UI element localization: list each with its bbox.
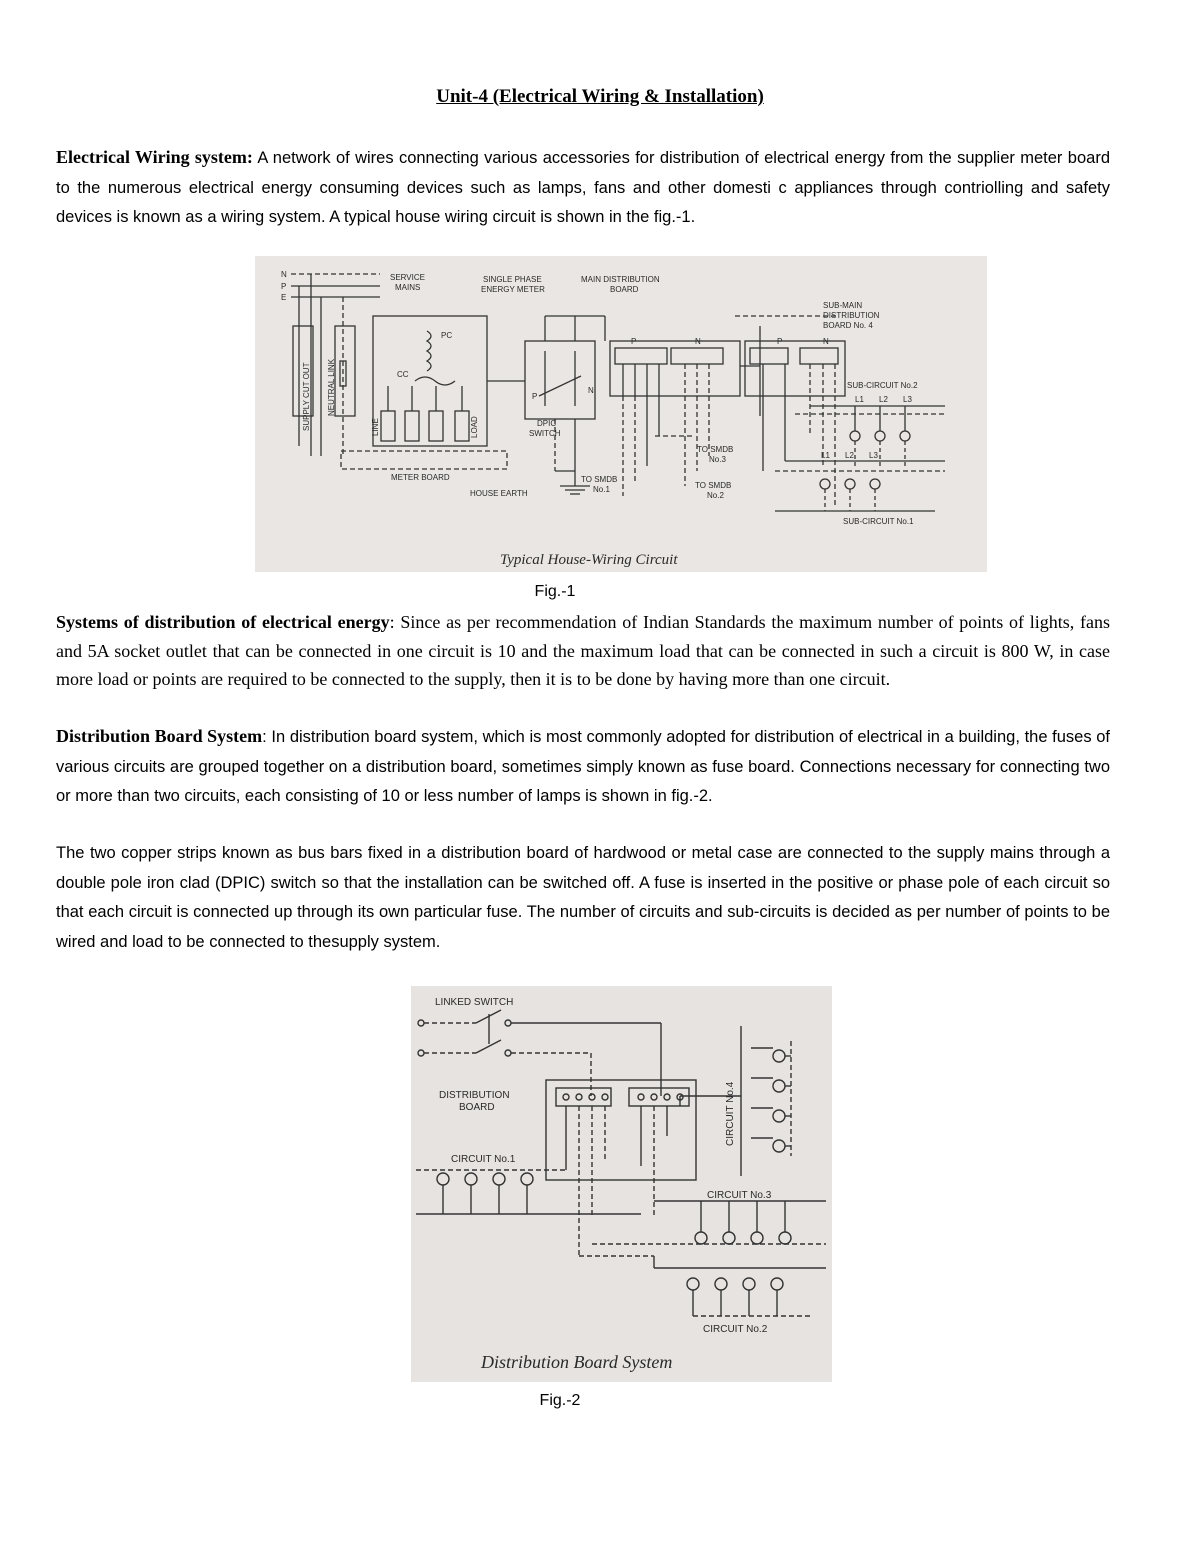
label-meter-board: METER BOARD bbox=[391, 473, 450, 482]
label-energy-meter-2: ENERGY METER bbox=[481, 285, 545, 294]
label-switch-p: P bbox=[532, 392, 538, 401]
label-service-mains-1: SERVICE bbox=[390, 273, 425, 282]
label-l3-a: L3 bbox=[903, 395, 912, 404]
label-l1-a: L1 bbox=[855, 395, 864, 404]
label-l3-b: L3 bbox=[869, 451, 878, 460]
label-service-mains-2: MAINS bbox=[395, 283, 421, 292]
label-to-smdb2-1: TO SMDB bbox=[695, 481, 732, 490]
label-supply-cut-out: SUPPLY CUT OUT bbox=[302, 362, 311, 431]
heading-distribution-board: Distribution Board System bbox=[56, 726, 263, 746]
label-circuit-1: CIRCUIT No.1 bbox=[451, 1154, 516, 1165]
label-circuit-4: CIRCUIT No.4 bbox=[725, 1081, 736, 1146]
figure-house-wiring-circuit bbox=[255, 256, 987, 572]
distribution-board-diagram bbox=[411, 986, 832, 1382]
caption-fig-1: Fig.-1 bbox=[534, 583, 576, 600]
label-to-smdb1-2: No.1 bbox=[593, 485, 610, 494]
label-sub-circuit-2: SUB-CIRCUIT No.2 bbox=[847, 381, 918, 390]
label-l1-b: L1 bbox=[821, 451, 830, 460]
label-dpic-2: SWITCH bbox=[529, 429, 561, 438]
label-linked-switch: LINKED SWITCH bbox=[435, 997, 514, 1008]
label-n: N bbox=[281, 270, 287, 279]
label-l2-b: L2 bbox=[845, 451, 854, 460]
page-title: Unit-4 (Electrical Wiring & Installation) bbox=[436, 86, 764, 107]
label-to-smdb1-1: TO SMDB bbox=[581, 475, 618, 484]
text-bus-bars: The two copper strips known as bus bars fixed in a distribution board of hardwood or metal case are connected to the supply mains through a double pole iron clad (DPIC) switch so that the installation can be switched off. A fuse is inserted in the positive or phase pole of each circuit so that each circuit is connected up through its own particular fuse. The number of circuits and sub-circuits is decided as per number of points to be wired and load to be connected to thesupply system. bbox=[56, 844, 1110, 951]
paragraph-wiring-system bbox=[56, 143, 1110, 232]
paragraph-distribution-systems bbox=[56, 608, 1110, 694]
label-circuit-2: CIRCUIT No.2 bbox=[703, 1324, 768, 1335]
label-energy-meter-1: SINGLE PHASE bbox=[483, 275, 542, 284]
label-switch-n: N bbox=[588, 386, 594, 395]
paragraph-bus-bars bbox=[56, 838, 1110, 956]
label-smdb-1: SUB-MAIN bbox=[823, 301, 863, 310]
label-e: E bbox=[281, 293, 287, 302]
label-smdb-3: BOARD No. 4 bbox=[823, 321, 873, 330]
label-l2-a: L2 bbox=[879, 395, 888, 404]
label-sub-bus-n: N bbox=[823, 337, 829, 346]
label-bus-p: P bbox=[631, 337, 637, 346]
heading-distribution-systems: Systems of distribution of electrical energy bbox=[56, 612, 390, 632]
label-smdb-2: DISTRIBUTION bbox=[823, 311, 880, 320]
label-cc: CC bbox=[397, 370, 409, 379]
label-line: LINE bbox=[371, 418, 380, 436]
label-main-db-2: BOARD bbox=[610, 285, 639, 294]
fig1-image-title: Typical House-Wiring Circuit bbox=[500, 552, 678, 568]
label-pc: PC bbox=[441, 331, 453, 340]
label-neutral-link: NEUTRAL LINK bbox=[327, 358, 336, 416]
text-wiring-system: A network of wires connecting various accessories for distribution of electrical energy from the supplier meter board to the numerous electrical energy consuming devices such as lamps, fans and other domesti c appliances through contriolling and safety devices is known as a wiring system. A typical house wiring circuit is shown in the fig.-1. bbox=[56, 149, 1110, 226]
text-distribution-systems: : Since as per recommendation of Indian Standards the maximum number of points of lights, fans and 5A socket outlet that can be connected in one circuit is 10 and the maximum load that can be connected in such a circuit is 800 W, in case more load or points are required to be connected to the supply, then it is to be done by having more than one circuit. bbox=[56, 612, 1111, 689]
text-distribution-board: : In distribution board system, which is most commonly adopted for distribution of electrical in a building, the fuses of various circuits are grouped together on a distribution board, sometimes simply known as fuse board. Connections necessary for connecting two or more than two circuits, each consisting of 10 or less number of lamps is shown in fig.-2. bbox=[56, 728, 1111, 805]
figure-distribution-board-system bbox=[411, 986, 832, 1382]
caption-fig-2: Fig.-2 bbox=[539, 1392, 581, 1409]
label-house-earth: HOUSE EARTH bbox=[470, 489, 528, 498]
house-wiring-diagram bbox=[255, 256, 987, 572]
label-sub-circuit-1: SUB-CIRCUIT No.1 bbox=[843, 517, 914, 526]
label-to-smdb2-2: No.2 bbox=[707, 491, 724, 500]
label-distribution-board-2: BOARD bbox=[459, 1102, 495, 1113]
heading-wiring-system: Electrical Wiring system: bbox=[56, 147, 253, 167]
label-p: P bbox=[281, 282, 287, 291]
label-distribution-board-1: DISTRIBUTION bbox=[439, 1090, 510, 1101]
label-main-db-1: MAIN DISTRIBUTION bbox=[581, 275, 660, 284]
label-dpic-1: DPIC bbox=[537, 419, 557, 428]
label-to-smdb3-2: No.3 bbox=[709, 455, 726, 464]
fig2-image-title: Distribution Board System bbox=[481, 1352, 673, 1372]
label-to-smdb3-1: TO SMDB bbox=[697, 445, 734, 454]
label-bus-n: N bbox=[695, 337, 701, 346]
paragraph-distribution-board bbox=[56, 722, 1110, 811]
label-sub-bus-p: P bbox=[777, 337, 783, 346]
label-load: LOAD bbox=[470, 416, 479, 438]
label-circuit-3: CIRCUIT No.3 bbox=[707, 1190, 772, 1201]
